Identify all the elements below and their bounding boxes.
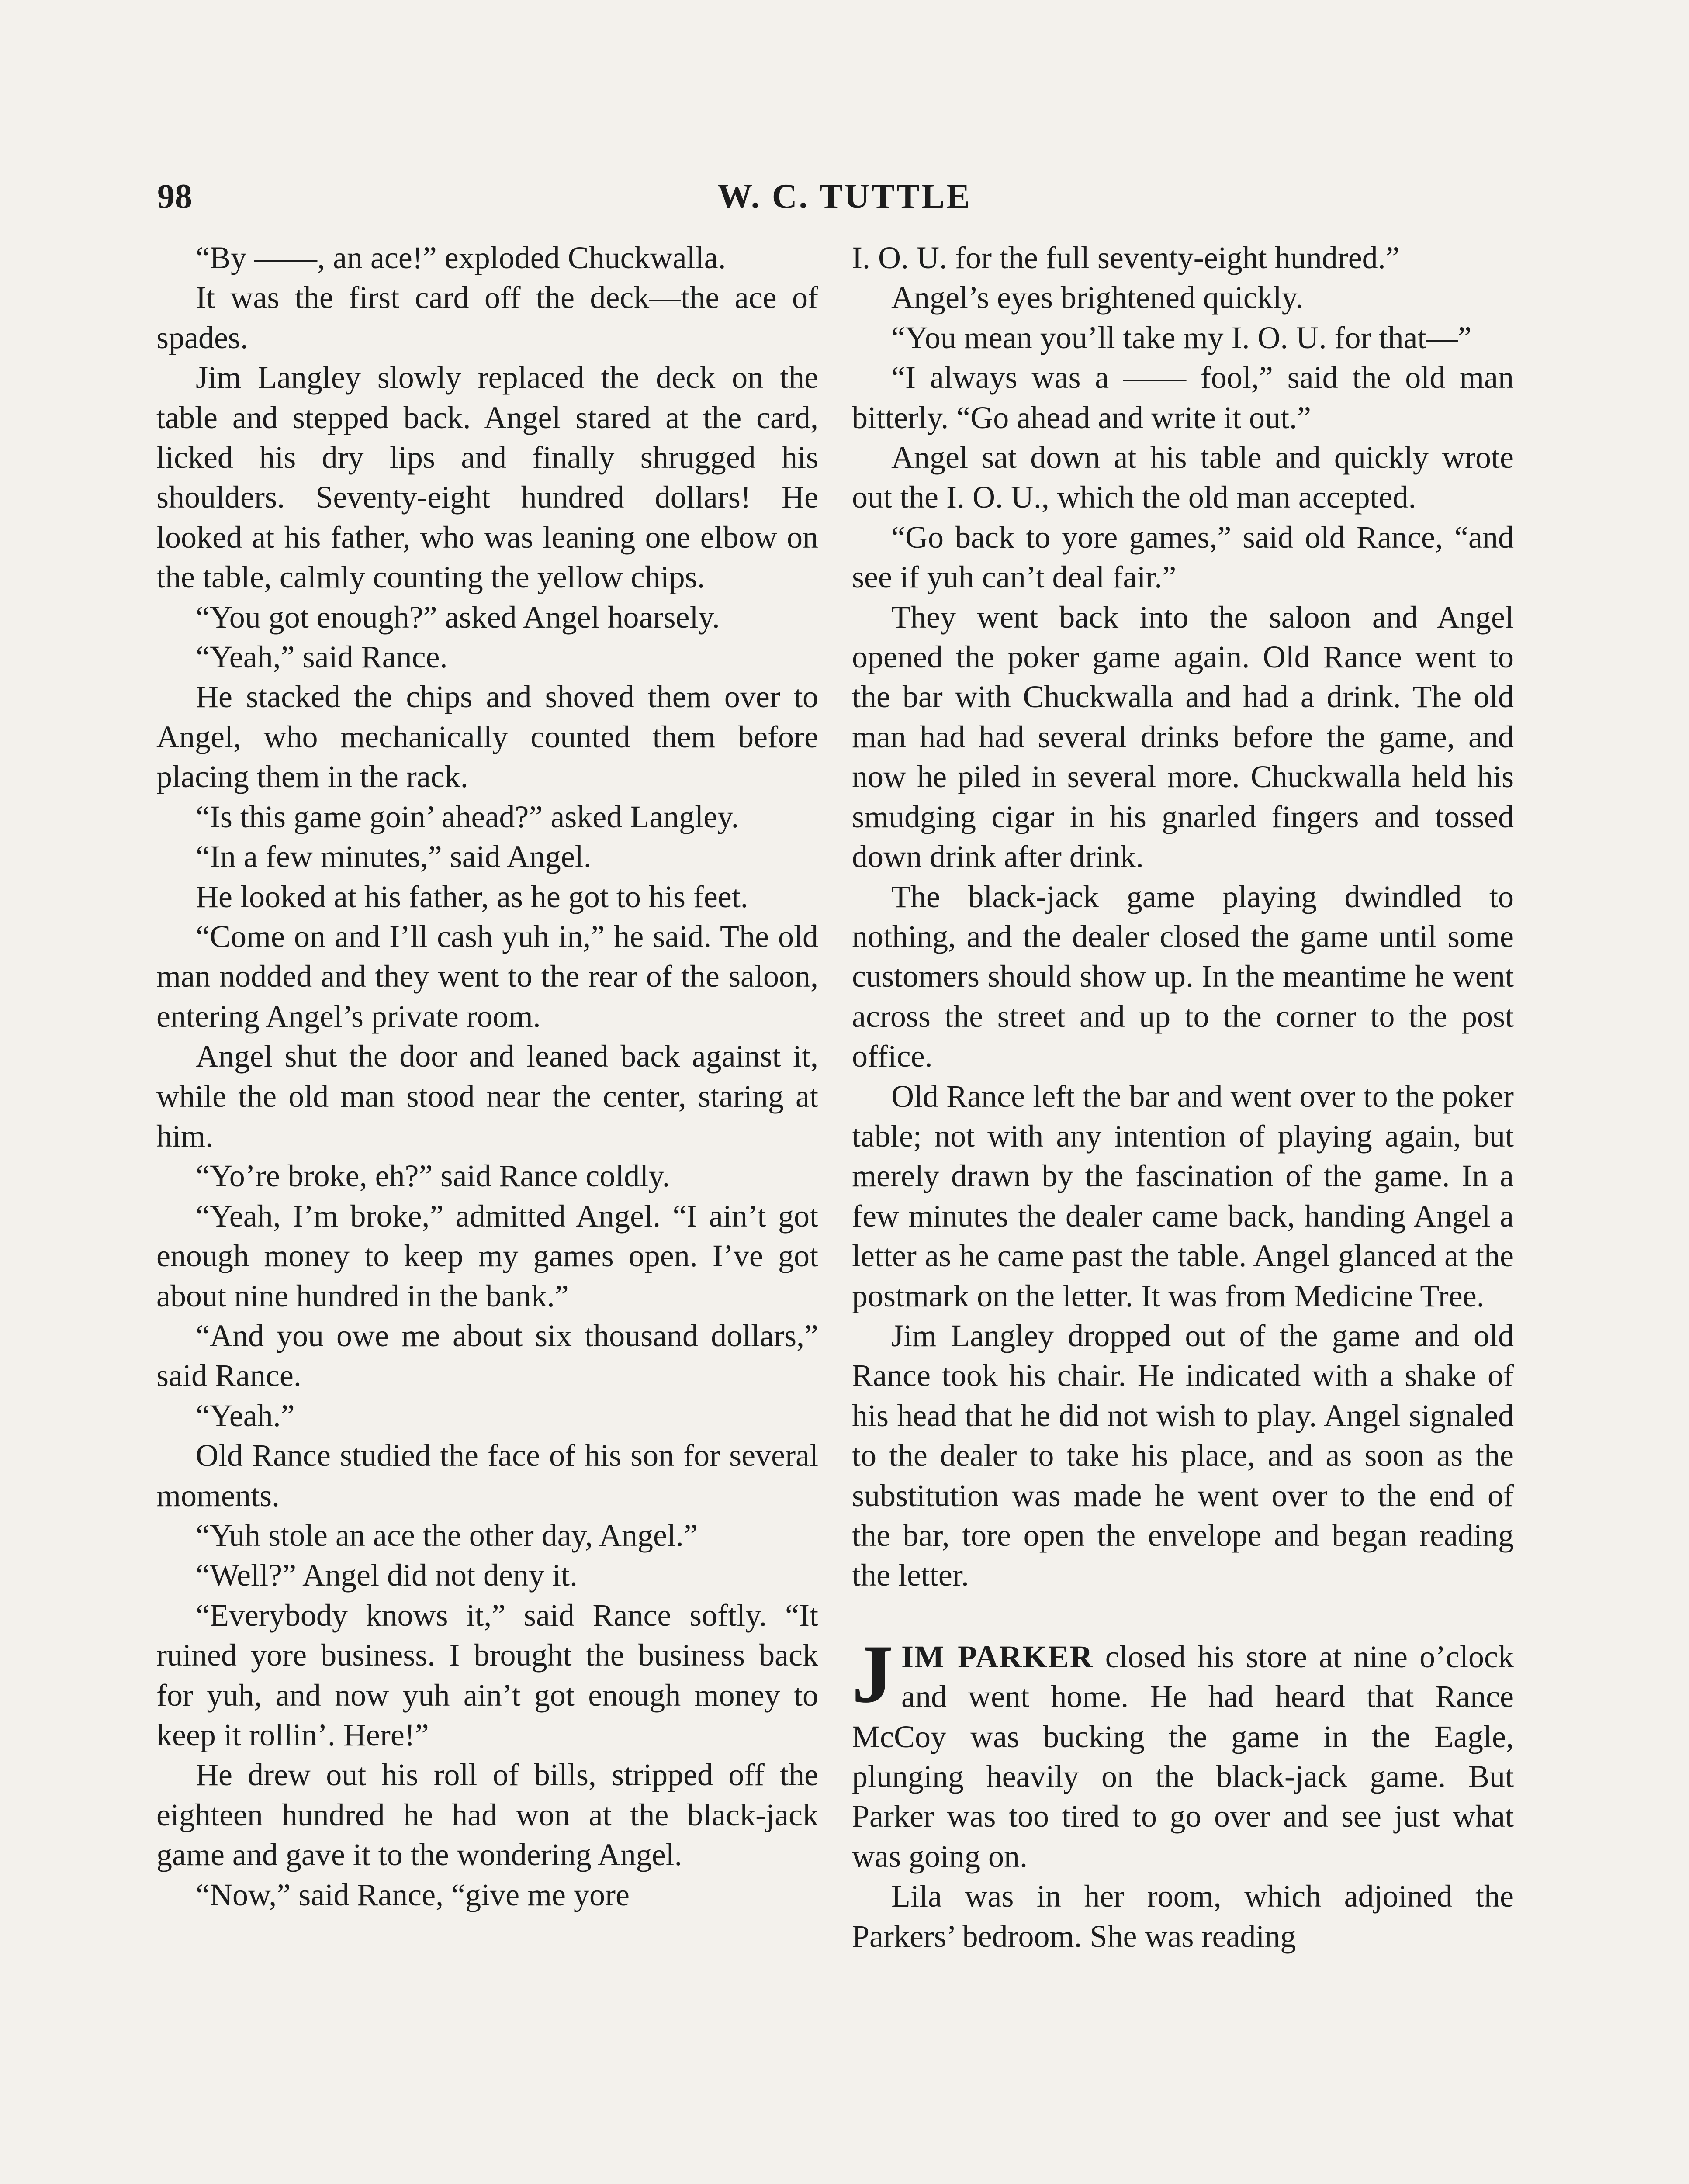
paragraph: Jim Langley slowly replaced the deck on the table and stepped back. Angel stared at the card, licked his dry lips and finally shrugged his shoulders. Seventy-eight hundred dollars! He looked at his father, who was leaning one elbow on the table, calmly counting the yellow chips. xyxy=(156,360,818,595)
paragraph: Angel sat down at his table and quickly wrote out the I. O. U., which the old man accepted. xyxy=(852,440,1514,515)
paragraph: Angel’s eyes brightened quickly. xyxy=(891,280,1304,315)
paragraph: “Now,” said Rance, “give me yore xyxy=(196,1877,630,1912)
paragraph: “And you owe me about six thousand dollars,” said Rance. xyxy=(156,1318,818,1393)
page-header xyxy=(157,173,1532,221)
paragraph: Angel shut the door and leaned back against it, while the old man stood near the center, staring at him. xyxy=(156,1039,818,1154)
paragraph: “Come on and I’ll cash yuh in,” he said. The old man nodded and they went to the rear of the saloon, entering Angel’s private room. xyxy=(156,919,818,1034)
running-head: W. C. TUTTLE xyxy=(717,177,972,216)
right-column xyxy=(852,238,1514,1956)
paragraph: “You got enough?” asked Angel hoarsely. xyxy=(196,599,720,635)
paragraph: “Well?” Angel did not deny it. xyxy=(196,1558,578,1593)
section-opening-paragraph xyxy=(852,1628,1514,1876)
section-text: closed his store at nine o’clock and went home. He had heard that Rance McCoy was bucking the game in the Eagle, plunging heavily on the black-jack game. But Parker was too tired to go over and see just what was going on. xyxy=(852,1639,1514,1874)
paragraph: “Yeah,” said Rance. xyxy=(196,639,448,675)
paragraph: It was the first card off the deck—the ace of spades. xyxy=(156,280,818,355)
paragraph: “I always was a —— fool,” said the old man bitterly. “Go ahead and write it out.” xyxy=(852,360,1514,435)
paragraph: Lila was in her room, which adjoined the Parkers’ bedroom. She was reading xyxy=(852,1879,1514,1954)
paragraph: “In a few minutes,” said Angel. xyxy=(196,839,592,874)
paragraph: “Everybody knows it,” said Rance softly. “It ruined yore business. I brought the business back for yuh, and now yuh ain’t got enough money to keep it rollin’. Here!” xyxy=(156,1597,818,1753)
drop-cap: J xyxy=(852,1628,893,1720)
paragraph: “Yeah, I’m broke,” admitted Angel. “I ain’t got enough money to keep my games open. I’ve got about nine hundred in the bank.” xyxy=(156,1198,818,1313)
paragraph-continuation: I. O. U. for the full seventy-eight hundred.” xyxy=(852,240,1400,275)
paragraph: He looked at his father, as he got to his feet. xyxy=(196,879,748,914)
paragraph: He drew out his roll of bills, stripped off the eighteen hundred he had won at the black-jack game and gave it to the wondering Angel. xyxy=(156,1757,818,1873)
page-number: 98 xyxy=(157,177,192,216)
paragraph: “Yeah.” xyxy=(196,1398,295,1433)
paragraph: Old Rance studied the face of his son for several moments. xyxy=(156,1438,818,1513)
paragraph: He stacked the chips and shoved them over to Angel, who mechanically counted them before placing them in the rack. xyxy=(156,679,818,795)
left-column xyxy=(156,238,818,1915)
paragraph: Jim Langley dropped out of the game and old Rance took his chair. He indicated with a shake of his head that he did not wish to play. Angel signaled to the dealer to take his place, and as soon as the substitution was made he went over to the end of the bar, tore open the envelope and began reading the letter. xyxy=(852,1318,1514,1593)
paragraph: The black-jack game playing dwindled to nothing, and the dealer closed the game until some customers should show up. In the meantime he went across the street and up to the corner to the post office. xyxy=(852,879,1514,1074)
paragraph: “Go back to yore games,” said old Rance, “and see if yuh can’t deal fair.” xyxy=(852,519,1514,595)
paragraph: “By ——, an ace!” exploded Chuckwalla. xyxy=(196,240,726,275)
paragraph: Old Rance left the bar and went over to the poker table; not with any intention of playing again, but merely drawn by the fascination of the game. In a few minutes the dealer came back, handing Angel a letter as he came past the table. Angel glanced at the postmark on the letter. It was from Medicine Tree. xyxy=(852,1078,1514,1313)
paragraph: “Yo’re broke, eh?” said Rance coldly. xyxy=(196,1158,670,1194)
small-caps-lead: IM PARKER xyxy=(901,1639,1094,1674)
paragraph: They went back into the saloon and Angel opened the poker game again. Old Rance went to the bar with Chuckwalla and had a drink. The old man had had several drinks before the game, and now he piled in several more. Chuckwalla held his smudging cigar in his gnarled fingers and tossed down drink after drink. xyxy=(852,599,1514,874)
paragraph: “Yuh stole an ace the other day, Angel.” xyxy=(196,1518,698,1553)
paragraph: “You mean you’ll take my I. O. U. for that—” xyxy=(891,320,1472,355)
paragraph: “Is this game goin’ ahead?” asked Langley. xyxy=(196,799,739,834)
